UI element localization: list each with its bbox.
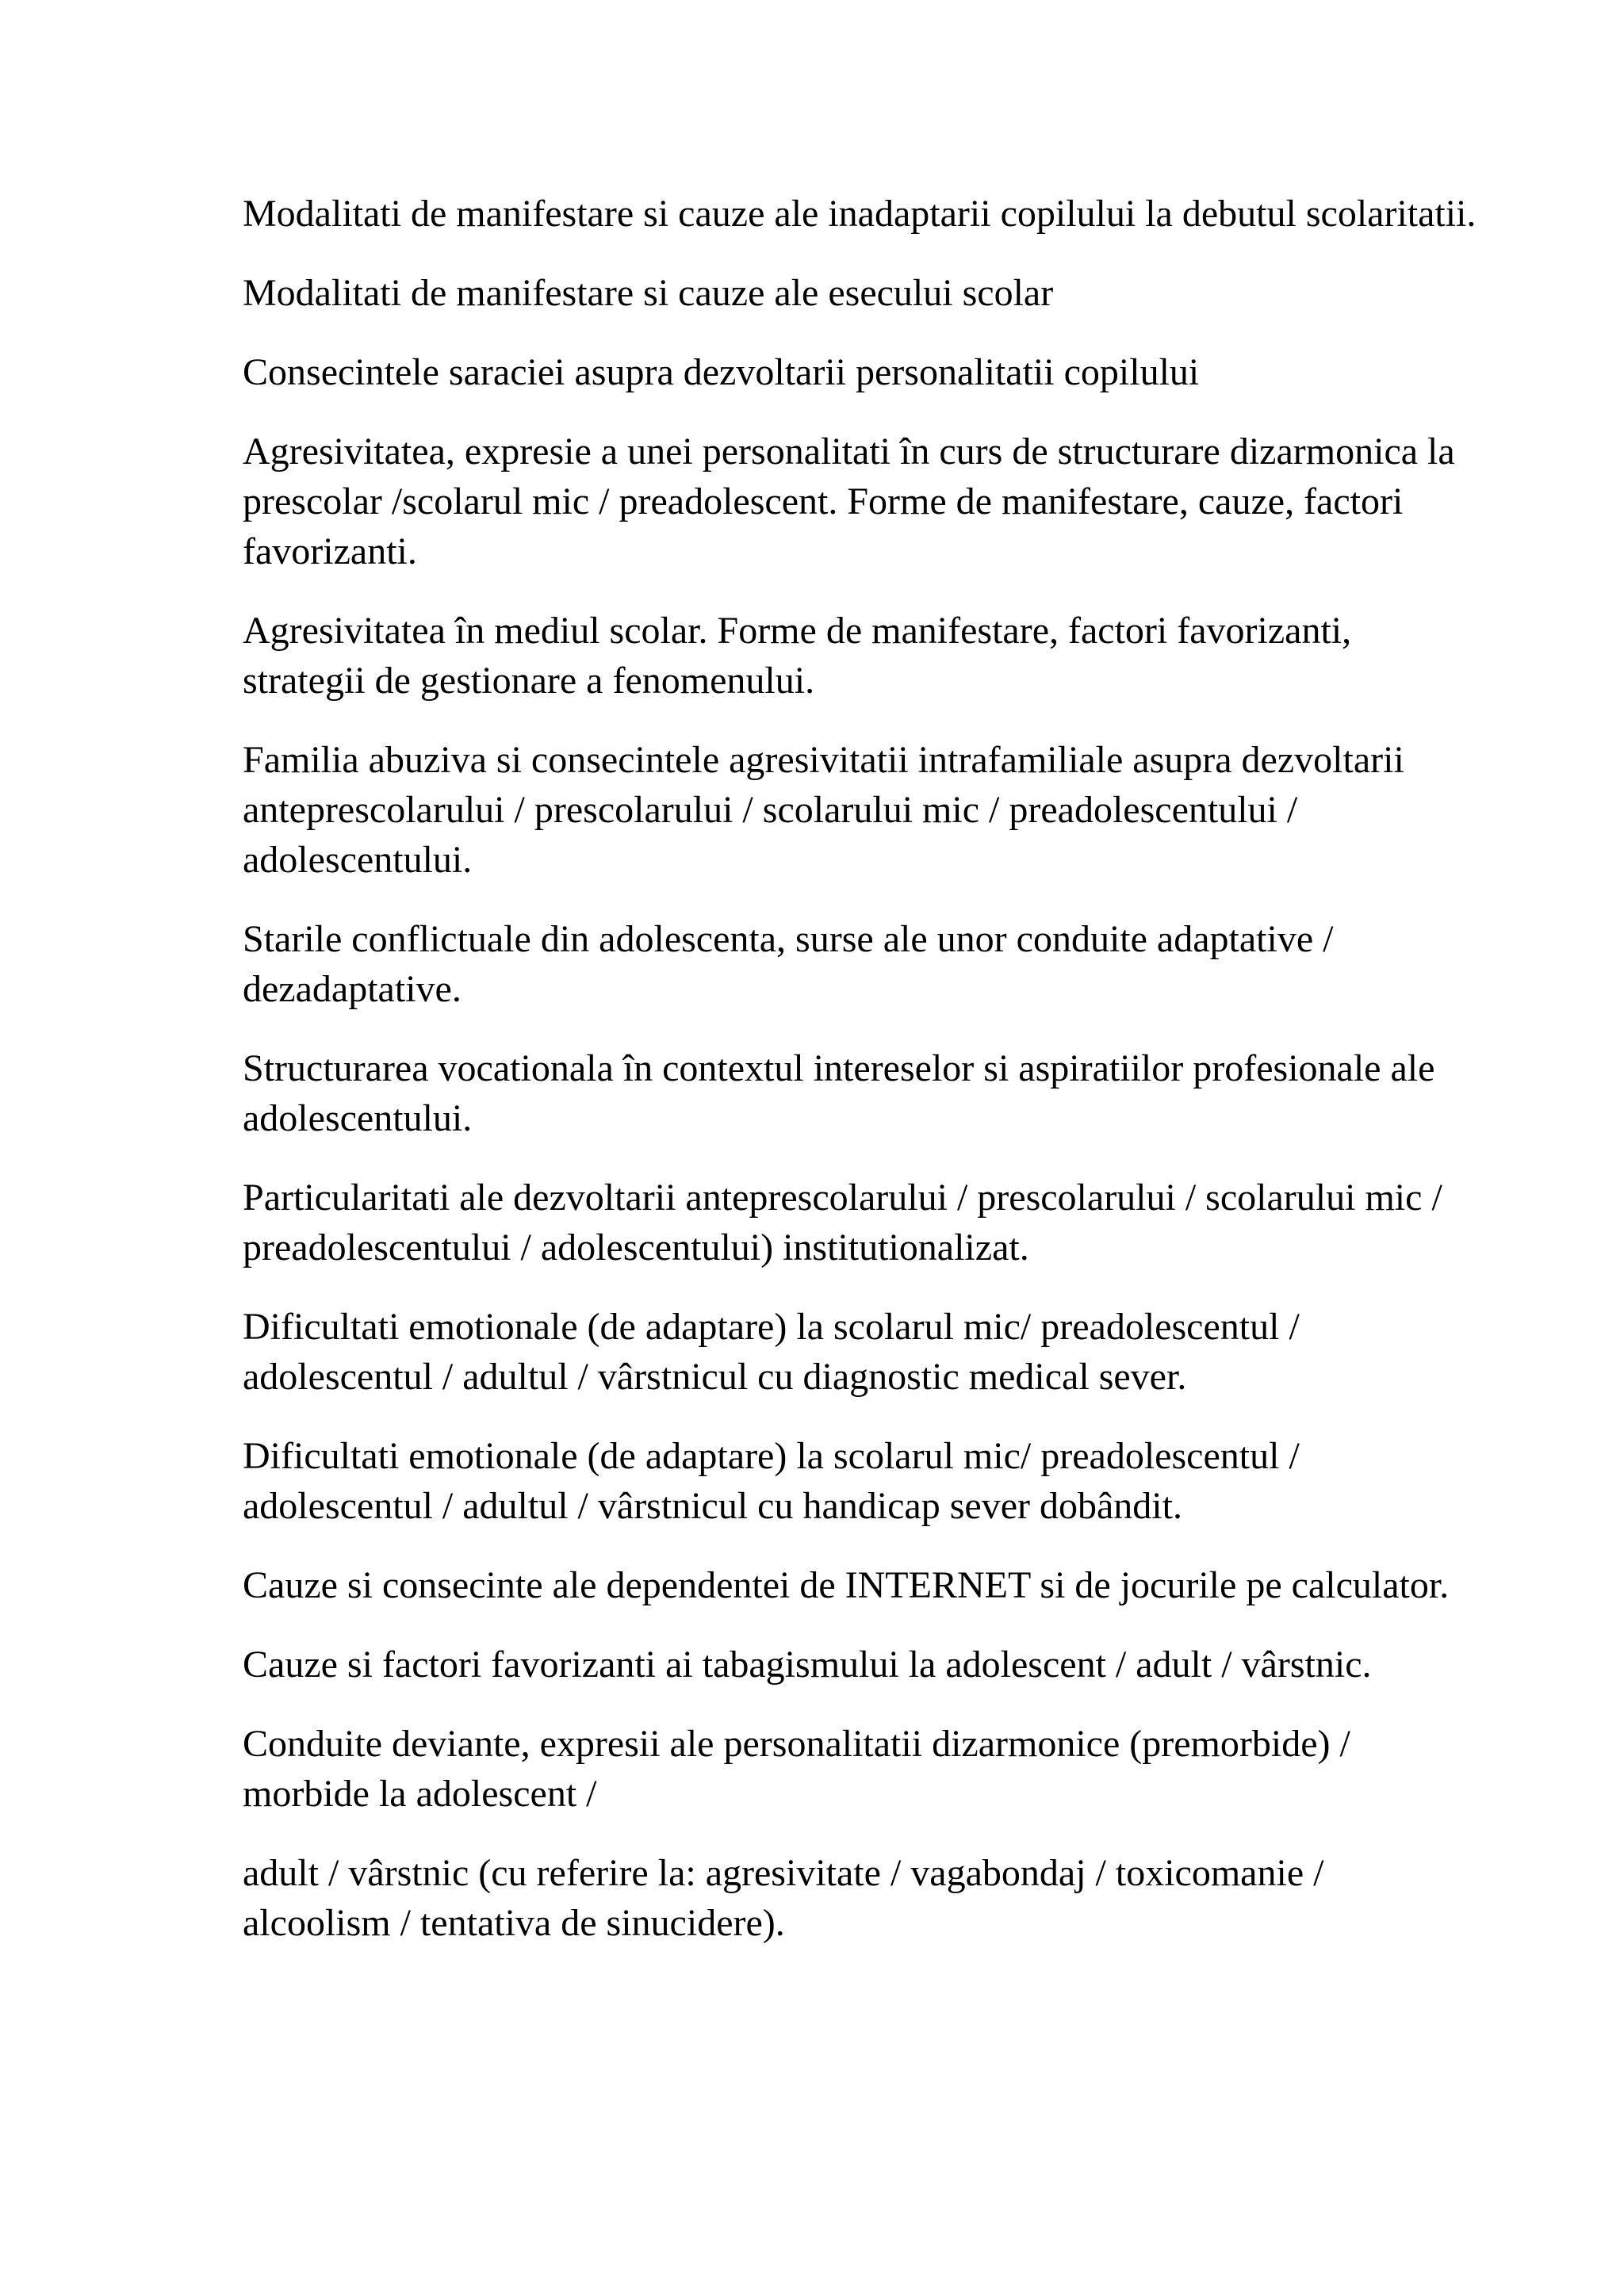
topic-paragraph-4: Agresivitatea, expresie a unei personalitati în curs de structurare dizarmonica la prescolar /scolarul mic / preadolescent. Forme de manifestare, cauze, factori favorizanti. [243, 430, 1455, 572]
topic-paragraph-11: Dificultati emotionale (de adaptare) la scolarul mic/ preadolescentul / adolescentul / adultul / vârstnicul cu handicap sever dobândit. [243, 1435, 1300, 1527]
topic-paragraph-6: Familia abuziva si consecintele agresivitatii intrafamiliale asupra dezvoltarii anteprescolarului / prescolarului / scolarului mic / preadolescentului / adolescentului. [243, 739, 1404, 881]
topic-paragraph-13: Cauze si factori favorizanti ai tabagismului la adolescent / adult / vârstnic. [243, 1644, 1372, 1686]
document-body [243, 189, 1480, 1977]
topic-paragraph-2: Modalitati de manifestare si cauze ale esecului scolar [243, 272, 1054, 314]
topic-paragraph-7: Starile conflictuale din adolescenta, surse ale unor conduite adaptative / dezadaptative. [243, 918, 1334, 1010]
topic-paragraph-8: Structurarea vocationala în contextul intereselor si aspiratiilor profesionale ale adolescentului. [243, 1047, 1435, 1139]
topic-paragraph-12: Cauze si consecinte ale dependentei de INTERNET si de jocurile pe calculator. [243, 1564, 1450, 1606]
topic-paragraph-14: Conduite deviante, expresii ale personalitatii dizarmonice (premorbide) / morbide la adolescent / [243, 1723, 1350, 1815]
topic-paragraph-5: Agresivitatea în mediul scolar. Forme de manifestare, factori favorizanti, strategii de gestionare a fenomenului. [243, 610, 1352, 702]
topic-paragraph-9: Particularitati ale dezvoltarii anteprescolarului / prescolarului / scolarului mic / preadolescentului / adolescentului) institutionalizat. [243, 1177, 1442, 1269]
topic-paragraph-15: adult / vârstnic (cu referire la: agresivitate / vagabondaj / toxicomanie / alcoolism / tentativa de sinucidere). [243, 1852, 1324, 1944]
topic-paragraph-10: Dificultati emotionale (de adaptare) la scolarul mic/ preadolescentul / adolescentul / adultul / vârstnicul cu diagnostic medical sever. [243, 1306, 1300, 1398]
topic-paragraph-1: Modalitati de manifestare si cauze ale inadaptarii copilului la debutul scolaritatii. [243, 193, 1477, 235]
topic-paragraph-3: Consecintele saraciei asupra dezvoltarii personalitatii copilului [243, 351, 1200, 393]
